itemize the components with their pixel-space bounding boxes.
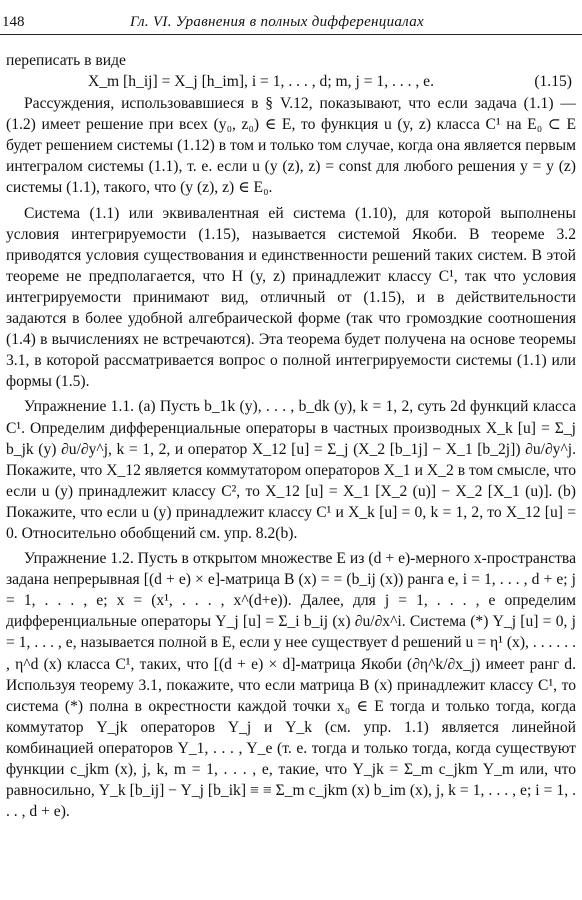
page-number: 148 bbox=[2, 14, 25, 30]
exercise-1-2: Упражнение 1.2. Пусть в открытом множестве E из (d + e)-мерного x-пространства задана непрерывная [(d + e) × e]-матрица B (x) = = (b_ij (x)) ранга e, i = 1, . . . , d + e; j = 1, . . . , e; x = (x¹, . . . , x^(d+e)). Далее, для j = 1, . . . , e определим дифференциальные операторы Y_j [u] = Σ_i b_ij (x) ∂u/∂x^i. Система (*) Y_j [u] = 0, j = 1, . . . , e, называется полной в E, если у нее существует d решений u = η¹ (x), . . . . . . , η^d (x) класса C¹, таких, что [(d + e) × d]-матрица Якоби (∂η^k/∂x_j) имеет ранг d. Используя теорему 3.1, покажите, что если матрица B (x) принадлежит классу C¹, то система (*) полна в окрестности каждой точки x₀ ∈ E тогда и только тогда, когда коммутатор Y_jk операторов Y_j и Y_k (см. упр. 1.1) является линейной комбинацией операторов Y_1, . . . , Y_e (т. е. тогда и только тогда, когда существуют функции c_jkm (x), j, k, m = 1, . . . , e, такие, что Y_jk = Σ_m c_jkm Y_m или, что равносильно, Y_k [b_ij] − Y_j [b_ik] ≡ ≡ Σ_m c_jkm (x) b_im (x), j, k = 1, . . . , e; i = 1, . . . , d + e). bbox=[6, 550, 576, 821]
text-line: переписать в виде bbox=[6, 52, 126, 69]
exercise-1-1: Упражнение 1.1. (a) Пусть b_1k (y), . . . , b_dk (y), k = 1, 2, суть 2d функций класса C¹. Определим дифференциальные операторы в частных производных X_k [u] = Σ_j b_jk (y) ∂u/∂y^j, k = 1, 2, и оператор X_12 [u] = Σ_j (X_2 [b_1j] − X_1 [b_2j]) ∂u/∂y^j. Покажите, что X_12 является коммутатором операторов X_1 и X_2 в том смысле, что если u (y) принадлежит классу C², то X_12 [u] = X_1 [X_2 (u)] − X_2 [X_1 (u)]. (b) Покажите, что если u (y) принадлежит классу C¹ и X_k [u] = 0, k = 1, 2, то X_12 [u] = 0. Относительно обобщений см. упр. 8.2(b). bbox=[6, 398, 576, 542]
running-title: Гл. VI. Уравнения в полных дифференциалах bbox=[130, 14, 424, 30]
paragraph-first-integral: Рассуждения, использовавшиеся в § V.12, показывают, что если задача (1.1) — (1.2) имеет решение при всех (y₀, z₀) ∈ E, то функция u (y, z) класса C¹ на E₀ ⊂ E будет решением системы (1.12) в том и только том случае, когда она является первым интегралом системы (1.1), т. е. если u (y (z), z) = const для любого решения y = y (z) системы (1.1), такого, что (y (z), z) ∈ E₀. bbox=[6, 95, 576, 197]
equation-formula: X_m [h_ij] = X_j [h_im], i = 1, . . . , d; m, j = 1, . . . , e. bbox=[87, 73, 435, 91]
page-body bbox=[6, 50, 576, 822]
page-header bbox=[0, 12, 582, 35]
equation-1-15 bbox=[6, 71, 576, 93]
paragraph-jacobi-system: Система (1.1) или эквивалентная ей система (1.10), для которой выполнены условия интегрируемости (1.15), называется системой Якоби. В теореме 3.2 приводятся условия существования и единственности решений таких систем. В этой теореме не предполагается, что H (y, z) принадлежит классу C¹, так что условия интегрируемости принимают вид, отличный от (1.15), и в действительности задаются в более удобной алгебраической форме (так что громоздкие соотношения (1.4) в вычислениях не встречаются). Эта теорема будет получена на основе теоремы 3.1, в которой рассматривается вопрос о полной интегрируемости системы (1.1) или формы (1.5). bbox=[6, 204, 576, 391]
equation-number: (1.15) bbox=[534, 73, 572, 91]
